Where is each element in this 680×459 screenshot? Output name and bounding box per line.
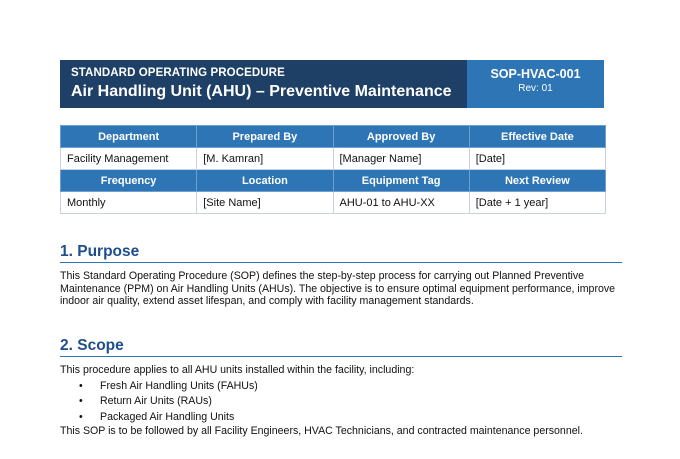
scope-intro: This procedure applies to all AHU units installed within the facility, including: bbox=[60, 364, 415, 376]
list-item: • Fresh Air Handling Units (FAHUs) bbox=[60, 379, 622, 395]
info-value-cell: AHU-01 to AHU-XX bbox=[333, 192, 469, 214]
info-header-row bbox=[61, 126, 606, 148]
scope-heading: 2. Scope bbox=[60, 337, 622, 357]
info-value-cell: [Manager Name] bbox=[333, 148, 469, 170]
list-item: • Return Air Units (RAUs) bbox=[60, 394, 622, 410]
header-kicker: STANDARD OPERATING PROCEDURE bbox=[71, 67, 285, 79]
info-header-cell: Prepared By bbox=[197, 126, 333, 148]
document-header bbox=[60, 60, 604, 108]
info-value-row bbox=[61, 192, 606, 214]
scope-section bbox=[60, 337, 622, 438]
purpose-text: This Standard Operating Procedure (SOP) defines the step-by-step process for carrying out Planned Preventive Maintenance (PPM) on Air Handling Units (AHUs). The objective is to ensure optimal equipment performance, improve indoor air quality, extend asset lifespan, and comply with facility management standards. bbox=[60, 270, 616, 308]
revision-label: Rev: 01 bbox=[518, 83, 553, 94]
purpose-heading: 1. Purpose bbox=[60, 243, 622, 263]
info-value-cell: Monthly bbox=[61, 192, 197, 214]
info-value-cell: [Date] bbox=[469, 148, 605, 170]
info-value-cell: [Date + 1 year] bbox=[469, 192, 605, 214]
info-header-cell: Effective Date bbox=[469, 126, 605, 148]
info-header-row bbox=[61, 170, 606, 192]
list-item: • Packaged Air Handling Units bbox=[60, 410, 622, 426]
info-header-cell: Department bbox=[61, 126, 197, 148]
purpose-section bbox=[60, 243, 622, 308]
document-title: Air Handling Unit (AHU) – Preventive Maintenance bbox=[71, 83, 452, 100]
info-header-cell: Approved By bbox=[333, 126, 469, 148]
info-header-cell: Frequency bbox=[61, 170, 197, 192]
sop-code-block bbox=[467, 60, 604, 108]
scope-list bbox=[60, 379, 622, 426]
document-info-table bbox=[60, 125, 606, 214]
info-header-cell: Next Review bbox=[469, 170, 605, 192]
info-value-cell: [M. Kamran] bbox=[197, 148, 333, 170]
sop-code: SOP-HVAC-001 bbox=[490, 67, 581, 81]
header-title-block bbox=[60, 60, 467, 108]
info-header-cell: Equipment Tag bbox=[333, 170, 469, 192]
info-header-cell: Location bbox=[197, 170, 333, 192]
info-value-cell: Facility Management bbox=[61, 148, 197, 170]
info-value-cell: [Site Name] bbox=[197, 192, 333, 214]
scope-closing: This SOP is to be followed by all Facility Engineers, HVAC Technicians, and contracted maintenance personnel. bbox=[60, 425, 583, 438]
info-value-row bbox=[61, 148, 606, 170]
